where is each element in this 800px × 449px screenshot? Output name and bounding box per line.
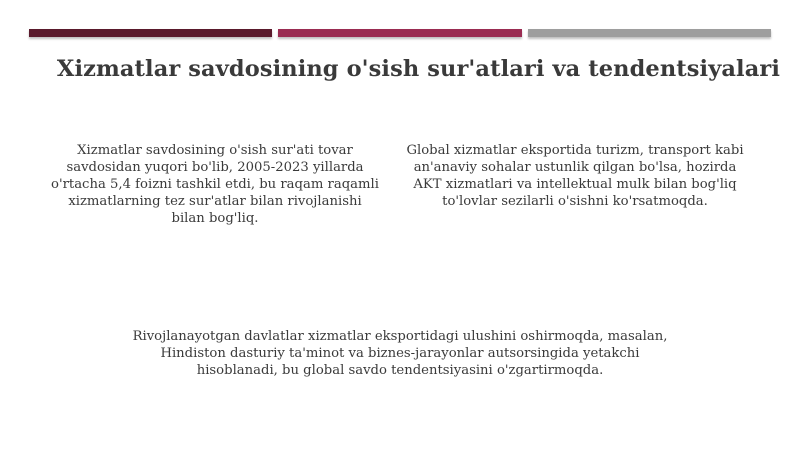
accent-bar-gray <box>528 29 771 37</box>
paragraph-growth-rate: Xizmatlar savdosining o'sish sur'ati tovar savdosidan yuqori bo'lib, 2005-2023 yillarda o'rtacha 5,4 foizni tashkil etdi, bu raqam raqamli xizmatlarning tez sur'atlar bilan rivojlanishi bilan bog'liq. <box>51 143 379 226</box>
accent-bar-crimson <box>278 29 522 37</box>
slide-title: Xizmatlar savdosining o'sish sur'atlari va tendentsiyalari <box>56 56 780 82</box>
paragraph-global-exports: Global xizmatlar eksportida turizm, transport kabi an'anaviy sohalar ustunlik qilgan bo'lsa, hozirda AKT xizmatlari va intellektual mulk bilan bog'liq to'lovlar sezilarli o'sishni ko'rsatmoqda. <box>406 143 744 209</box>
accent-bar-dark-maroon <box>29 29 272 37</box>
paragraph-developing-countries: Rivojlanayotgan davlatlar xizmatlar eksportidagi ulushini oshirmoqda, masalan, Hindiston dasturiy ta'minot va biznes-jarayonlar autsorsingida yetakchi hisoblanadi, bu global savdo tendentsiyasini o'zgartirmoqda. <box>132 329 668 378</box>
